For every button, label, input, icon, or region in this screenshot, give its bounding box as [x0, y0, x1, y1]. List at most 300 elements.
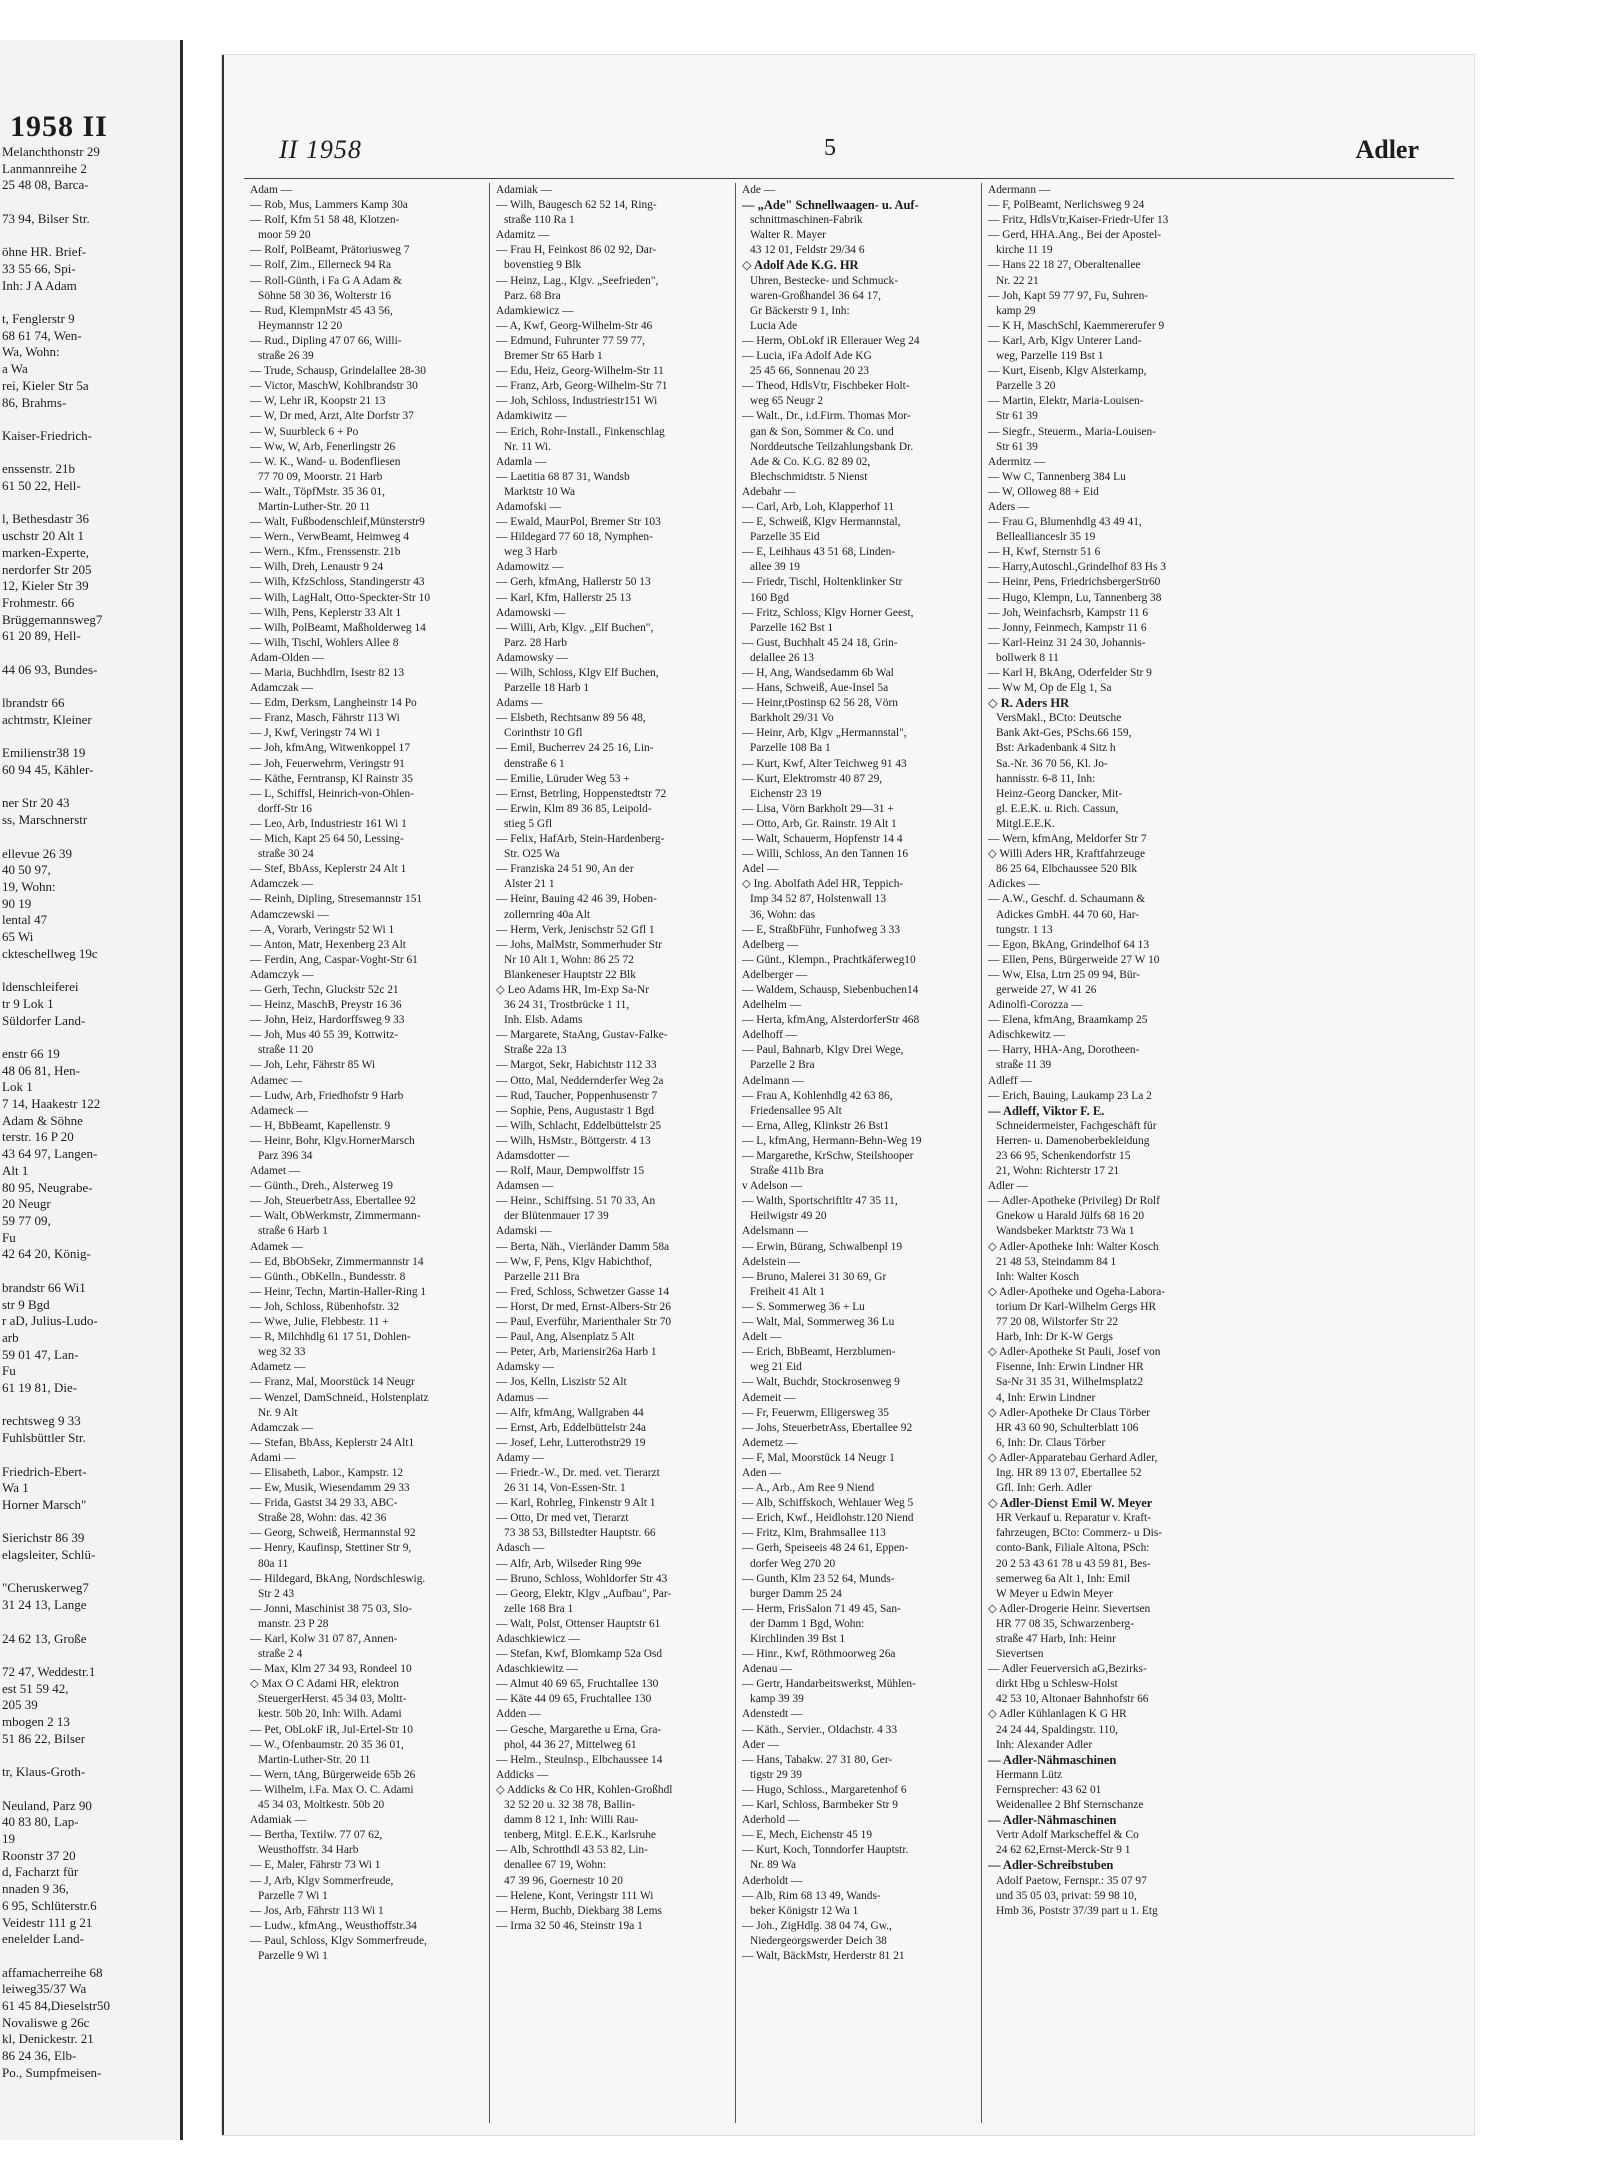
previous-page-line: 51 86 22, Bilser	[2, 1730, 86, 1746]
directory-entry-line: 24 24 44, Spaldingstr. 110,	[996, 1723, 1119, 1736]
directory-entry-line: ◇ Adler-Apparatebau Gerhard Adler,	[988, 1451, 1158, 1464]
directory-entry-line: — Rob, Mus, Lammers Kamp 30a	[250, 199, 408, 212]
directory-entry-line: — W, Suurbleck 6 + Po	[250, 425, 359, 438]
previous-page-line: 72 47, Weddestr.1	[2, 1663, 96, 1679]
directory-entry-line: — Horst, Dr med, Ernst-Albers-Str 26	[496, 1300, 671, 1313]
directory-entry-line: straße 110 Ra 1	[504, 214, 575, 227]
directory-entry-line: — W., Ofenbaumstr. 20 35 36 01,	[250, 1738, 404, 1751]
directory-entry-line: — Fr, Feuerwm, Elligersweg 35	[742, 1406, 889, 1419]
previous-page-line: 42 64 20, König-	[2, 1246, 91, 1262]
directory-entry-line: Aderhold —	[742, 1814, 800, 1827]
directory-entry-line: — Franz, Arb, Georg-Wilhelm-Str 71	[496, 380, 668, 393]
directory-entry-line: — „Ade" Schnellwaagen- u. Auf-	[742, 198, 919, 213]
directory-entry-line: — Hugo, Klempn, Lu, Tannenberg 38	[988, 591, 1162, 604]
directory-entry-line: — Alb, Schiffskoch, Wehlauer Weg 5	[742, 1497, 914, 1510]
directory-entry-line: — H, BbBeamt, Kapellenstr. 9	[250, 1119, 391, 1132]
directory-entry-line: — L, Schiffsl, Heinrich-von-Ohlen-	[250, 787, 414, 800]
directory-entry-line: — John, Heiz, Hardorffsweg 9 33	[250, 1014, 405, 1027]
directory-entry-line: Adamczewski —	[250, 908, 329, 921]
directory-entry-line: Nr. 89 Wa	[750, 1859, 797, 1872]
previous-page-line: rechtsweg 9 33	[2, 1413, 81, 1429]
directory-entry-line: — Joh, Lehr, Fährstr 85 Wi	[250, 1059, 376, 1072]
directory-entry-line: Heymannstr 12 20	[258, 319, 343, 332]
directory-entry-line: — Wenzel, DamSchneid., Holstenplatz	[250, 1391, 429, 1404]
directory-entry-line: — Edu, Heiz, Georg-Wilhelm-Str 11	[496, 365, 664, 378]
previous-page-line: nnaden 9 36,	[2, 1881, 69, 1897]
directory-entry-line: Parz. 28 Harb	[504, 636, 567, 649]
directory-entry-line: Adenstedt —	[742, 1708, 803, 1721]
previous-page-line	[0, 779, 180, 796]
directory-entry-line: tigstr 29 39	[750, 1768, 802, 1781]
directory-entry-line: — Jos, Arb, Fährstr 113 Wi 1	[250, 1904, 384, 1917]
previous-page-line: ckteschellweg 19c	[2, 945, 98, 961]
directory-entry-line: Adamy —	[496, 1451, 544, 1464]
directory-entry-line: — Ferdin, Ang, Caspar-Voght-Str 61	[250, 953, 418, 966]
previous-page-line: Fuhlsbüttler Str.	[2, 1430, 86, 1446]
previous-page-line: Brüggemannsweg7	[2, 611, 103, 627]
directory-entry-line: — Walt, Buchdr, Stockrosenweg 9	[742, 1376, 900, 1389]
directory-entry-line: — Stef, BbAss, Keplerstr 24 Alt 1	[250, 863, 407, 876]
directory-entry-line: Schneidermeister, Fachgeschäft für	[996, 1119, 1157, 1132]
directory-entry-line: Adickes —	[988, 878, 1040, 891]
directory-entry-line: Parz. 68 Bra	[504, 289, 561, 302]
directory-entry-line: — Joh, kfmAng, Witwenkoppel 17	[250, 742, 411, 755]
directory-entry-line: Söhne 58 30 36, Wolterstr 16	[258, 289, 392, 302]
directory-entry-line: — Georg, Elektr, Klgv „Aufbau", Par-	[496, 1587, 672, 1600]
directory-entry-line: Aders —	[988, 500, 1030, 513]
directory-entry-line: Vertr Adolf Markscheffel & Co	[996, 1829, 1139, 1842]
previous-page-line: 33 55 66, Spi-	[2, 260, 76, 276]
directory-entry-line: 23 66 95, Schenkendorfstr 15	[996, 1150, 1131, 1162]
previous-page-line: 59 01 47, Lan-	[2, 1346, 79, 1362]
directory-entry-line: 45 34 03, Moltkestr. 50b 20	[258, 1799, 385, 1812]
directory-entry-line: — F, Mal, Moorstück 14 Neugr 1	[742, 1451, 895, 1464]
directory-entry-line: ◇ Adler Kühlanlagen K G HR	[988, 1708, 1127, 1721]
previous-page-line: 20 Neugr	[2, 1196, 51, 1212]
directory-entry-line: — Heinr, Techn, Martin-Haller-Ring 1	[250, 1285, 427, 1298]
previous-page-line: Lanmannreihe 2	[2, 160, 87, 176]
previous-page-line: Süldorfer Land-	[2, 1012, 86, 1028]
directory-entry-line: 160 Bgd	[750, 591, 789, 604]
previous-page-line: Po., Sumpfmeisen-	[2, 2064, 102, 2080]
directory-entry-line: SteuergerHerst. 45 34 03, Moltt-	[258, 1693, 407, 1706]
directory-entry-line: — H, Ang, Wandsedamm 6b Wal	[742, 667, 894, 679]
previous-page-line: Friedrich-Ebert-	[2, 1463, 87, 1479]
directory-entry-line: Nr. 11 Wi.	[504, 440, 552, 453]
directory-entry-line: Adamkiwitz —	[496, 410, 567, 423]
directory-entry-line: — Gerd, HHA.Ang., Bei der Apostel-	[988, 229, 1162, 242]
directory-entry-line: — Fritz, Klm, Brahmsallee 113	[742, 1527, 886, 1540]
directory-entry-line: Str 2 43	[258, 1587, 295, 1600]
directory-entry-line: — Gerh, kfmAng, Hallerstr 50 13	[496, 576, 651, 589]
directory-entry-line: Fisenne, Inh: Erwin Lindner HR	[996, 1361, 1144, 1374]
directory-entry-line: straße 11 39	[996, 1059, 1052, 1072]
previous-page-line	[0, 194, 180, 211]
directory-entry-line: — Hans, Tabakw. 27 31 80, Ger-	[742, 1753, 893, 1766]
directory-entry-line: — Karl, Kolw 31 07 87, Annen-	[250, 1633, 398, 1645]
directory-entry-line: — Gerh, Speiseeis 48 24 61, Eppen-	[742, 1542, 909, 1555]
directory-entry-line: Gnekow u Harald Jülfs 68 16 20	[996, 1210, 1145, 1223]
directory-entry-line: straße 47 Harb, Inh: Heinr	[996, 1633, 1116, 1645]
previous-page-line: 68 61 74, Wen-	[2, 327, 82, 343]
directory-entry-line: Herren- u. Damenoberbekleidung	[996, 1134, 1150, 1147]
directory-entry-line: — J, Kwf, Veringstr 74 Wi 1	[250, 727, 381, 740]
directory-entry-line: tungstr. 1 13	[996, 923, 1053, 936]
directory-entry-line: ◇ Leo Adams HR, Im-Exp Sa-Nr	[496, 983, 650, 996]
directory-entry-line: ◇ Max O C Adami HR, elektron	[250, 1678, 399, 1691]
previous-page-line: tr 9 Lok 1	[2, 995, 54, 1011]
directory-entry-line: und 35 05 03, privat: 59 98 10,	[996, 1889, 1137, 1902]
directory-entry-line: — Ellen, Pens, Bürgerweide 27 W 10	[988, 953, 1160, 966]
directory-entry-line: straße 11 20	[258, 1044, 314, 1057]
directory-entry-line: — Günt., Klempn., Prachtkäferweg10	[742, 953, 916, 966]
directory-entry-line: — Elena, kfmAng, Braamkamp 25	[988, 1014, 1148, 1027]
previous-page-line: 25 48 08, Barca-	[2, 177, 89, 193]
previous-page-line	[0, 1564, 180, 1581]
directory-entry-line: — E, StraßbFühr, Funhofweg 3 33	[742, 923, 901, 936]
directory-entry-line: — Friedr.-W., Dr. med. vet. Tierarzt	[496, 1466, 660, 1479]
directory-entry-line: — Josef, Lehr, Lutterothstr29 19	[496, 1436, 646, 1449]
directory-entry-line: — Peter, Arb, Mariensir26a Harb 1	[496, 1346, 657, 1359]
directory-entry-line: Bank Akt-Ges, PSchs.66 159,	[996, 727, 1132, 740]
directory-entry-line: — Karl, Rohrleg, Finkenstr 9 Alt 1	[496, 1497, 656, 1510]
directory-entry-line: 6, Inh: Dr. Claus Törber	[996, 1436, 1106, 1449]
directory-entry-line: Adamek —	[250, 1240, 303, 1253]
directory-entry-line: Adametz —	[250, 1361, 306, 1374]
previous-page-line: 6 95, Schlüterstr.6	[2, 1897, 97, 1913]
directory-entry-line: — Alfr, Arb, Wilseder Ring 99e	[496, 1557, 642, 1570]
previous-page-line: enstr 66 19	[2, 1045, 60, 1061]
directory-entry-line: — Margot, Sekr, Habichtstr 112 33	[496, 1059, 657, 1072]
directory-entry-line: ◇ Adolf Ade K.G. HR	[742, 258, 859, 273]
directory-entry-line: — Ww, W, Arb, Fenerlingstr 26	[250, 440, 396, 453]
directory-entry-line: 26 31 14, Von-Essen-Str. 1	[504, 1482, 626, 1495]
directory-entry-line: — Bruno, Malerei 31 30 69, Gr	[742, 1270, 887, 1283]
directory-entry-line: damm 8 12 1, Inh: Willi Rau-	[504, 1814, 639, 1827]
directory-entry-line: Adleff —	[988, 1074, 1032, 1087]
directory-entry-line: Adelhelm —	[742, 999, 802, 1012]
directory-entry-line: — Siegfr., Steuerm., Maria-Louisen-	[988, 425, 1156, 438]
directory-entry-line: VersMakl., BCto: Deutsche	[996, 712, 1122, 725]
directory-entry-line: — Walt, Mal, Sommerweg 36 Lu	[742, 1316, 895, 1329]
directory-entry-line: — Adler-Nähmaschinen	[988, 1752, 1117, 1767]
directory-entry-line: 86 25 64, Elbchaussee 520 Blk	[996, 863, 1138, 876]
directory-entry-line: Imp 34 52 87, Holstenwall 13	[750, 893, 887, 906]
previous-page-line: Kaiser-Friedrich-	[2, 427, 92, 443]
directory-entry-line: fahrzeugen, BCto: Commerz- u Dis-	[996, 1527, 1163, 1540]
previous-page-line: 43 64 97, Langen-	[2, 1146, 98, 1162]
previous-page-line: Wa, Wohn:	[2, 344, 60, 360]
directory-entry-line: Parzelle 211 Bra	[504, 1270, 580, 1283]
previous-page-line: "Cheruskerweg7	[2, 1580, 89, 1596]
directory-entry-line: — Joh, SteuerbetrAss, Ebertallee 92	[250, 1195, 416, 1208]
previous-page-line: affamacherreihe 68	[2, 1964, 103, 1980]
previous-page-line: Neuland, Parz 90	[2, 1797, 92, 1813]
directory-entry-line: Straße 28, Wohn: das. 42 36	[258, 1512, 387, 1525]
directory-entry-line: Belleallianceslr 35 19	[996, 531, 1096, 544]
directory-entry-line: — Ww C, Tannenberg 384 Lu	[988, 470, 1126, 483]
directory-entry-line: Adaschkiewicz —	[496, 1633, 580, 1645]
directory-entry-line: HR 77 08 35, Schwarzenberg-	[996, 1617, 1135, 1630]
directory-entry-line: — Ww, F, Pens, Klgv Habichthof,	[496, 1255, 653, 1268]
previous-page-line	[0, 1029, 180, 1046]
directory-entry-line: — Wilh, HsMstr., Böttgerstr. 4 13	[496, 1134, 651, 1147]
directory-entry-line: — Gesche, Margarethe u Erna, Gra-	[496, 1723, 662, 1736]
directory-entry-line: — Margarete, StaAng, Gustav-Falke-	[496, 1029, 668, 1042]
directory-entry-line: Parzelle 2 Bra	[750, 1059, 815, 1072]
previous-page-line: enssenstr. 21b	[2, 461, 75, 477]
directory-entry-line: — Rud., Dipling 47 07 66, Willi-	[250, 334, 402, 347]
previous-page-line: t, Fenglerstr 9	[2, 311, 75, 327]
directory-entry-line: — Hinr., Kwf, Röthmoorweg 26a	[742, 1648, 896, 1661]
previous-page-line: ner Str 20 43	[2, 795, 70, 811]
directory-entry-line: Adamowsky —	[496, 651, 568, 664]
directory-entry-line: — Käth., Servier., Oldachstr. 4 33	[742, 1723, 898, 1736]
directory-entry-line: Ademeit —	[742, 1391, 796, 1404]
directory-entry-line: Adler —	[988, 1180, 1029, 1193]
directory-entry-line: — Hildegard 77 60 18, Nymphen-	[496, 531, 653, 544]
directory-entry-line: ◇ Adler-Drogerie Heinr. Sievertsen	[988, 1602, 1151, 1615]
directory-entry-line: — Hildegard, BkAng, Nordschleswig.	[250, 1572, 426, 1585]
directory-entry-line: Adamsky —	[496, 1361, 554, 1374]
previous-page-line: Inh: J A Adam	[2, 277, 77, 293]
previous-page-line: str 9 Bgd	[2, 1296, 50, 1312]
directory-entry-line: Adelberger —	[742, 968, 808, 981]
directory-entry-line: — Wern, tAng, Bürgerweide 65b 26	[250, 1768, 416, 1781]
directory-entry-line: — Jonny, Feinmech, Kampstr 11 6	[988, 621, 1147, 634]
directory-entry-line: — Franz, Mal, Moorstück 14 Neugr	[250, 1376, 415, 1389]
directory-entry-line: ◇ Adler-Apotheke St Pauli, Josef von	[988, 1346, 1161, 1359]
directory-entry-line: — Heinz, MaschB, Preystr 16 36	[250, 999, 402, 1012]
directory-entry-line: beker Königstr 12 Wa 1	[750, 1904, 859, 1917]
directory-entry-line: — Heinr, Pens, FriedrichsbergerStr60	[988, 576, 1161, 589]
directory-entry-line: — Karl-Heinz 31 24 30, Johannis-	[988, 636, 1146, 649]
directory-entry-line: 77 70 09, Moorstr. 21 Harb	[258, 470, 383, 483]
directory-entry-line: — Adler-Nähmaschinen	[988, 1813, 1117, 1828]
directory-entry-line: Adami —	[250, 1451, 296, 1464]
directory-entry-line: — A., Arb., Am Ree 9 Niend	[742, 1482, 875, 1495]
directory-entry-line: weg, Parzelle 119 Bst 1	[996, 350, 1104, 363]
directory-entry-line: 36 24 31, Trostbrücke 1 11,	[504, 999, 630, 1012]
previous-page-strip	[0, 40, 183, 2140]
directory-entry-line: 36, Wohn: das	[750, 908, 816, 921]
previous-page-header: 1958 II	[10, 110, 108, 143]
directory-entry-line: — Herm, FrisSalon 71 49 45, San-	[742, 1602, 901, 1615]
directory-entry-line: Adischkewitz —	[988, 1029, 1065, 1042]
directory-entry-line: — S. Sommerweg 36 + Lu	[742, 1300, 865, 1313]
previous-page-line: elagsleiter, Schlü-	[2, 1547, 96, 1563]
directory-entry-line: — Kurt, Kwf, Alter Teichweg 91 43	[742, 757, 907, 770]
directory-entry-line: — A.W., Geschf. d. Schaumann &	[988, 893, 1146, 906]
directory-entry-line: Adelberg —	[742, 938, 799, 951]
directory-entry-line: — Harry, HHA-Ang, Dorotheen-	[988, 1044, 1140, 1057]
directory-entry-line: — Wilh, Tischl, Wohlers Allee 8	[250, 636, 399, 649]
directory-entry-line: Adasch —	[496, 1542, 545, 1555]
directory-entry-line: — Rud, KlempnMstr 45 43 56,	[250, 304, 393, 317]
directory-entry-line: Fernsprecher: 43 62 01	[996, 1783, 1102, 1796]
directory-entry-line: 77 20 08, Wilstorfer Str 22	[996, 1316, 1119, 1329]
previous-page-line: 19, Wohn:	[2, 878, 56, 894]
previous-page-line: Fu	[2, 1363, 16, 1379]
previous-page-line: kl, Denickestr. 21	[2, 2031, 94, 2047]
previous-page-line: lental 47	[2, 912, 48, 928]
directory-entry-line: — Gertr, Handarbeitswerkst, Mühlen-	[742, 1678, 916, 1691]
directory-entry-line: — Mich, Kapt 25 64 50, Lessing-	[250, 833, 404, 846]
previous-page-line: 205 39	[2, 1697, 38, 1713]
directory-entry-line: Str 61 39	[996, 410, 1038, 423]
directory-entry-line: straße 6 Harb 1	[258, 1225, 328, 1238]
directory-entry-line: HR Verkauf u. Reparatur v. Kraft-	[996, 1512, 1151, 1525]
directory-entry-line: weg 65 Neugr 2	[750, 395, 824, 408]
directory-entry-line: — Wern., Kfm., Frenssenstr. 21b	[250, 546, 401, 559]
previous-page-line: Frohmestr. 66	[2, 594, 75, 610]
previous-page-line: Adam & Söhne	[2, 1112, 83, 1128]
directory-entry-line: — Käte 44 09 65, Fruchtallee 130	[496, 1693, 652, 1706]
directory-entry-line: Adamus —	[496, 1391, 549, 1404]
directory-entry-line: — Emil, Bucherrev 24 25 16, Lin-	[496, 742, 654, 755]
directory-entry-line: Ader —	[742, 1738, 780, 1751]
directory-entry-line: Adamec —	[250, 1074, 303, 1087]
directory-entry-line: Parzelle 3 20	[996, 380, 1056, 393]
directory-entry-line: Nr 10 Alt 1, Wohn: 86 25 72	[504, 953, 634, 966]
previous-page-line: r aD, Julius-Ludo-	[2, 1313, 98, 1329]
previous-page-line	[0, 445, 180, 462]
directory-entry-line: Adamitz —	[496, 229, 550, 242]
directory-entry-line: — Kurt, Eisenb, Klgv Alsterkamp,	[988, 365, 1147, 378]
directory-entry-line: Walter R. Mayer	[750, 229, 826, 242]
previous-page-line: mbogen 2 13	[2, 1714, 70, 1730]
directory-entry-line: — Egon, BkAng, Grindelhof 64 13	[988, 938, 1150, 951]
directory-entry-line: — Käthe, Ferntransp, Kl Rainstr 35	[250, 772, 413, 785]
directory-entry-line: — Lisa, Vörn Barkholt 29—31 +	[742, 802, 894, 815]
directory-entry-line: — Karl H, BkAng, Oderfelder Str 9	[988, 667, 1152, 679]
directory-entry-line: — Margarethe, KrSchw, Steilshooper	[742, 1150, 914, 1162]
previous-page-line: Emilienstr38 19	[2, 745, 86, 761]
directory-entry-line: — Alb, Schrotthdl 43 53 82, Lin-	[496, 1844, 648, 1857]
directory-entry-line: — Willi, Arb, Klgv. „Elf Buchen",	[496, 621, 654, 634]
previous-page-line	[0, 411, 180, 428]
directory-entry-line: gan & Son, Sommer & Co. und	[750, 425, 894, 438]
directory-entry-line: kirche 11 19	[996, 244, 1053, 257]
directory-entry-line: — Franziska 24 51 90, An der	[496, 863, 634, 876]
directory-entry-line: 43 12 01, Feldstr 29/34 6	[750, 244, 865, 257]
directory-entry-line: Adamiak —	[250, 1814, 306, 1827]
directory-entry-line: — Fritz, HdlsVtr,Kaiser-Friedr-Ufer 13	[988, 214, 1169, 227]
previous-page-line: Melanchthonstr 29	[2, 144, 100, 159]
directory-entry-line: Aderholdt —	[742, 1874, 803, 1887]
directory-entry-line: — Hugo, Schloss., Margaretenhof 6	[742, 1783, 907, 1796]
directory-entry-line: Str 61 39	[996, 440, 1038, 453]
previous-page-line	[0, 1781, 180, 1798]
directory-entry-line: v Adelson —	[742, 1180, 803, 1193]
directory-entry-line: — Otto, Dr med vet, Tierarzt	[496, 1512, 629, 1525]
directory-entry-line: Adamczek —	[250, 878, 313, 891]
directory-entry-line: Gr Bäckerstr 9 1, Inh:	[750, 304, 850, 317]
directory-entry-line: Heilwigstr 49 20	[750, 1210, 827, 1223]
directory-entry-line: — Walt, Schauerm, Hopfenstr 14 4	[742, 833, 903, 846]
directory-entry-line: — Rolf, Maur, Dempwolffstr 15	[496, 1165, 645, 1178]
previous-page-line	[0, 1614, 180, 1631]
directory-entry-line: torium Dr Karl-Wilhelm Gergs HR	[996, 1300, 1157, 1313]
previous-page-line: 86 24 36, Elb-	[2, 2048, 77, 2064]
directory-entry-line: — Ww M, Op de Elg 1, Sa	[988, 682, 1112, 695]
directory-entry-line: 73 38 53, Billstedter Hauptstr. 66	[504, 1527, 656, 1540]
directory-entry-line: — Erwin, Klm 89 36 85, Leipold-	[496, 802, 652, 815]
previous-page-line: 61 45 84,Dieselstr50	[2, 1998, 110, 2014]
previous-page-line: 86, Brahms-	[2, 394, 67, 410]
directory-entry-line: 21, Wohn: Richterstr 17 21	[996, 1165, 1120, 1178]
previous-page-line: Sierichstr 86 39	[2, 1530, 85, 1546]
directory-entry-line: — Otto, Arb, Gr. Rainstr. 19 Alt 1	[742, 817, 897, 830]
directory-entry-line: — Emilie, Lüruder Weg 53 +	[496, 772, 630, 785]
previous-page-line	[0, 1263, 180, 1280]
previous-page-line: 73 94, Bilser Str.	[2, 210, 90, 226]
directory-entry-line: — Martin, Elektr, Maria-Louisen-	[988, 395, 1144, 408]
previous-page-line: 59 77 09,	[2, 1213, 51, 1228]
directory-entry-line: Wandsbeker Marktstr 73 Wa 1	[996, 1225, 1135, 1238]
previous-page-line: Alt 1	[2, 1162, 29, 1178]
directory-entry-line: gl. E.E.K. u. Rich. Cassun,	[996, 802, 1119, 815]
directory-entry-line: Freiheit 41 Alt 1	[750, 1285, 825, 1298]
directory-entry-line: — Victor, MaschW, Kohlbrandstr 30	[250, 380, 418, 393]
directory-entry-line: — Frau H, Feinkost 86 02 92, Dar-	[496, 244, 657, 257]
directory-entry-line: Alster 21 1	[504, 878, 555, 891]
directory-entry-line: Hermann Lütz	[996, 1768, 1063, 1781]
directory-entry-line: gerweide 27, W 41 26	[996, 983, 1097, 996]
directory-entry-line: — Wilh, Schloss, Klgv Elf Buchen,	[496, 667, 659, 679]
directory-entry-line: bollwerk 8 11	[996, 651, 1059, 664]
directory-entry-line: — Carl, Arb, Loh, Klapperhof 11	[742, 500, 895, 513]
directory-entry-line: — Willi, Schloss, An den Tannen 16	[742, 848, 909, 861]
directory-entry-line: — W, Olloweg 88 + Eid	[988, 485, 1099, 498]
directory-entry-line: Nr. 22 21	[996, 274, 1039, 287]
directory-entry-line: — W, Dr med, Arzt, Alte Dorfstr 37	[250, 410, 414, 423]
directory-entry-line: — Rolf, Zim., Ellerneck 94 Ra	[250, 259, 392, 272]
previous-page-line	[0, 729, 180, 746]
directory-entry-line: — Fred, Schloss, Schwetzer Gasse 14	[496, 1285, 670, 1298]
directory-entry-line: — W, Lehr iR, Koopstr 21 13	[250, 395, 386, 408]
directory-entry-line: — Karl, Kfm, Hallerstr 25 13	[496, 591, 632, 604]
directory-entry-line: manstr. 23 P 28	[258, 1617, 329, 1630]
directory-entry-line: Adelt —	[742, 1331, 782, 1344]
directory-entry-line: — Walt, BäckMstr, Herderstr 81 21	[742, 1949, 905, 1962]
directory-entry-line: moor 59 20	[258, 229, 311, 242]
previous-page-line: 7 14, Haakestr 122	[2, 1096, 101, 1112]
directory-entry-line: dorff-Str 16	[258, 802, 312, 815]
directory-entry-line: 47 39 96, Goernestr 10 20	[504, 1874, 623, 1887]
directory-entry-line: Ade —	[742, 184, 776, 196]
previous-page-line: 61 20 89, Hell-	[2, 628, 81, 644]
directory-entry-line: — Felix, HafArb, Stein-Hardenberg-	[496, 833, 665, 846]
directory-entry-line: Adolf Paetow, Fernspr.: 35 07 97	[996, 1874, 1147, 1887]
directory-entry-line: — Heinz, Lag., Klgv. „Seefrieden",	[496, 274, 659, 287]
directory-entry-line: — Paul, Ang, Alsenplatz 5 Alt	[496, 1331, 635, 1344]
previous-page-line: 12, Kieler Str 39	[2, 578, 89, 594]
previous-page-line: 90 19	[2, 895, 32, 911]
directory-entry-line: Straße 22a 13	[504, 1044, 567, 1057]
directory-entry-line: Adermitz —	[988, 455, 1046, 468]
directory-entry-line: — Pet, ObLokF iR, Jul-Ertel-Str 10	[250, 1723, 413, 1736]
previous-page-line: ellevue 26 39	[2, 845, 73, 861]
directory-entry-line: — Kurt, Elektromstr 40 87 29,	[742, 772, 883, 785]
previous-page-line: est 51 59 42,	[2, 1680, 69, 1696]
directory-entry-line: Addicks —	[496, 1768, 549, 1781]
directory-entry-line: Parzelle 162 Bst 1	[750, 621, 834, 634]
previous-page-line	[0, 1447, 180, 1464]
directory-entry-line: 24 62 62,Ernst-Merck-Str 9 1	[996, 1844, 1131, 1857]
previous-page-line: achtmstr, Kleiner	[2, 711, 92, 727]
directory-entry-line: — Laetitia 68 87 31, Wandsb	[496, 470, 630, 483]
